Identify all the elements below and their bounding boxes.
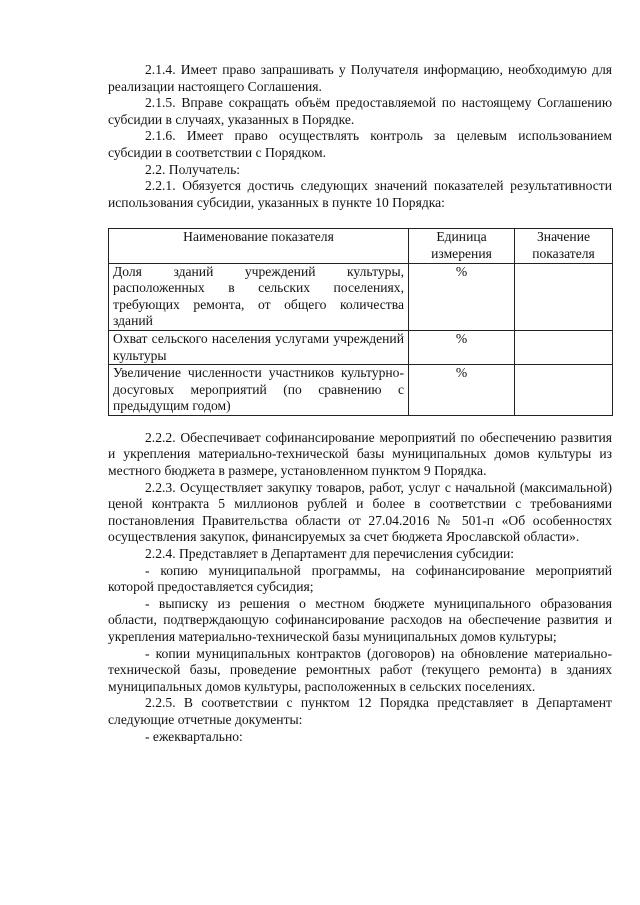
- indicator-value: [515, 263, 613, 330]
- list-item-contract-copies: - копии муниципальных контрактов (договоров) на обновление материально-технической базы, проведение ремонтных работ (текущего ремонта) в зданиях муниципальных домов культуры, расположенных в сельских поселениях.: [108, 645, 612, 694]
- clause-2-2-4: 2.2.4. Представляет в Департамент для перечисления субсидии:: [145, 546, 515, 562]
- document-body: [108, 62, 612, 745]
- clause-2-2-1: 2.2.1. Обязуется достичь следующих значений показателей результативности использования субсидии, указанных в пункте 10 Порядка:: [108, 178, 612, 210]
- indicator-unit: %: [409, 330, 515, 364]
- header-unit: Единица измерения: [409, 229, 515, 263]
- indicator-unit: %: [409, 263, 515, 330]
- clause-2-1-4: 2.1.4. Имеет право запрашивать у Получателя информацию, необходимую для реализации настоящего Соглашения.: [108, 62, 612, 94]
- clause-2-2: 2.2. Получатель:: [145, 161, 241, 177]
- table-row: [109, 330, 613, 364]
- indicator-value: [515, 365, 613, 416]
- table-header-row: [109, 229, 613, 263]
- indicator-name: Увеличение численности участников культурно-досуговых мероприятий (по сравнению с предыдущим годом): [109, 365, 409, 416]
- header-indicator-name: Наименование показателя: [109, 229, 409, 263]
- indicator-name: Доля зданий учреждений культуры, расположенных в сельских поселениях, требующих ремонта, от общего количества зданий: [109, 263, 409, 330]
- indicator-name: Охват сельского населения услугами учреждений культуры: [109, 330, 409, 364]
- clause-2-2-5: 2.2.5. В соответствии с пунктом 12 Порядка представляет в Департамент следующие отчетные документы:: [108, 695, 612, 727]
- table-row: [109, 365, 613, 416]
- list-item-program-copy: - копию муниципальной программы, на софинансирование мероприятий которой предоставляется субсидия;: [108, 562, 612, 595]
- clause-2-1-6: 2.1.6. Имеет право осуществлять контроль за целевым использованием субсидии в соответствии с Порядком.: [108, 128, 612, 160]
- clause-2-2-3: 2.2.3. Осуществляет закупку товаров, работ, услуг с начальной (максимальной) ценой контракта 5 миллионов рублей и более в соответствии с требованиями постановления Правительства области от 27.04.2016 № 501-п «Об особенностях осуществления закупок, финансируемых за счет бюджета Ярославской области».: [108, 479, 612, 545]
- clause-2-1-5: 2.1.5. Вправе сокращать объём предоставляемой по настоящему Соглашению субсидии в случаях, указанных в Порядке.: [108, 95, 612, 127]
- indicator-unit: %: [409, 365, 515, 416]
- list-item-quarterly: - ежеквартально:: [145, 728, 243, 744]
- indicators-table: [108, 228, 613, 416]
- table-row: [109, 263, 613, 330]
- indicator-value: [515, 330, 613, 364]
- header-value: Значение показателя: [515, 229, 613, 263]
- clause-2-2-2: 2.2.2. Обеспечивает софинансирование мероприятий по обеспечению развития и укрепления материально-технической базы муниципальных домов культуры из местного бюджета в размере, установленном пунктом 9 Порядка.: [108, 429, 612, 479]
- list-item-budget-extract: - выписку из решения о местном бюджете муниципального образования области, подтверждающую софинансирование расходов на обеспечение развития и укрепления материально-технической базы муниципальных домов культуры;: [108, 595, 612, 644]
